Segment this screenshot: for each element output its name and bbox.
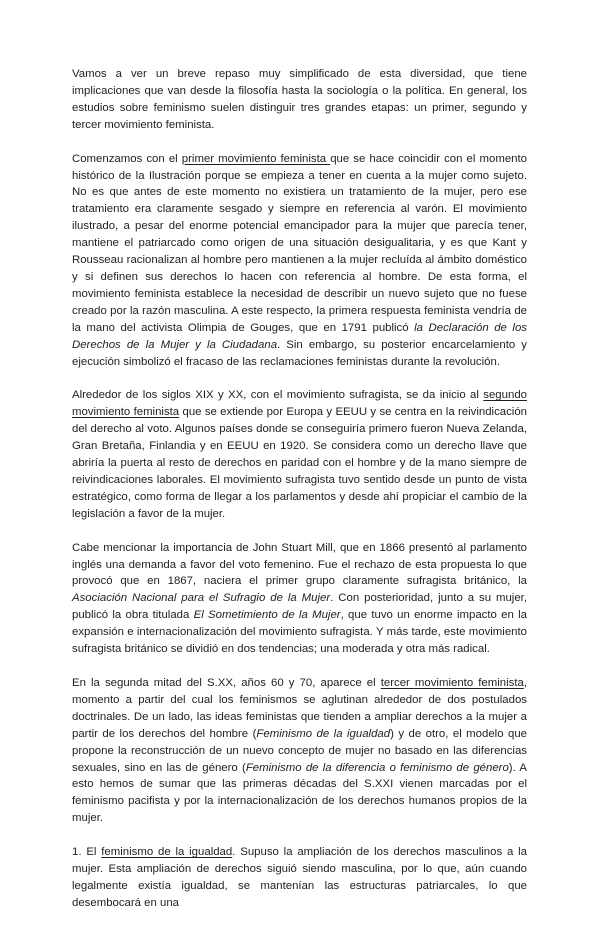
text-span: Cabe mencionar la importancia de John Stuart Mill, que en 1866 presentó al parlamento inglés una demanda a favor del voto femenino. Fue el rechazo de esta propuesta lo que provocó que en 1867, naciera el primer grupo claramente sufragista británico, la	[72, 541, 527, 588]
italic-association-name: Asociación Nacional para el Sufragio de la Mujer	[72, 592, 331, 605]
italic-difference-feminism: Feminismo de la diferencia o feminismo de género	[245, 761, 509, 774]
italic-equality-feminism: Feminismo de la igualdad	[256, 727, 391, 740]
paragraph-stuart-mill	[72, 540, 527, 658]
link-first-movement[interactable]: primer movimiento feminista	[181, 152, 331, 165]
text-span: que se extiende por Europa y EEUU y se centra en la reivindicación del derecho al voto. Algunos países donde se conseguiría primero fueron Nueva Zelanda, Gran Bretaña, Finlandia y en EEUU en 1920. Se considera como un derecho llave que abriría la puerta al resto de derechos en paridad con el hombre y de la mano siempre de reivindicaciones laborales. El movimiento sufragista tuvo sentido desde un punto de vista estratégico, como forma de llegar a los parlamentos y desde ahí propiciar el cambio de la legislación a favor de la mujer.	[72, 406, 527, 520]
text-span: ). A esto hemos de sumar que las primeras décadas del S.XXI vienen marcadas por el feminismo pacifista y por la internacionalización de los derechos humanos propios de la mujer.	[72, 761, 528, 825]
text-span: Comenzamos con el	[72, 152, 182, 165]
paragraph-equality-feminism	[72, 844, 527, 912]
text-span: . Con posterioridad, junto a su mujer, publicó la obra titulada	[72, 592, 527, 622]
paragraph-third-movement	[72, 675, 527, 827]
italic-title-declaration: la Declaración de los Derechos de la Mujer y la Ciudadana	[72, 321, 527, 351]
paragraph-first-movement	[72, 151, 527, 371]
text-span: . Supuso la ampliación de los derechos masculinos a la mujer. Esta ampliación de derechos siguió siendo masculina, por lo que, aún cuando legalmente existía igualdad, se mantenían las estructuras patriarcales, lo que desembocará en una	[72, 846, 527, 909]
text-span: , momento a partir del cual los feminismos se aglutinan alrededor de dos postulados doctrinales. De un lado, las ideas feministas que tienden a ampliar derechos a la mujer a partir de los derechos del hombre (	[72, 677, 527, 740]
paragraph-intro: Vamos a ver un breve repaso muy simplificado de esta diversidad, que tiene implicaciones que van desde la filosofía hasta la sociología o la política. En general, los estudios sobre feminismo suelen distinguir tres grandes etapas: un primer, segundo y tercer movimiento feminista.	[72, 68, 527, 131]
link-second-movement[interactable]: segundo movimiento feminista	[72, 389, 527, 419]
italic-book-title: El Sometimiento de la Mujer	[193, 609, 341, 622]
document-page	[72, 66, 527, 929]
text-span: que se hace coincidir con el momento histórico de la Ilustración porque se empieza a tener en cuenta a la mujer como sujeto. No es que antes de este momento no existiera un tratamiento de la mujer, pero ese tratamiento era claramente sesgado y siempre en referencia al varón. El movimiento ilustrado, a pesar del enorme potencial emancipador para la mujer que parecía tener, mantiene el patriarcado como origen de una situación desigualitaria, y es que Kant y Rousseau racionalizan al hombre pero mantienen a la mujer recluída al ámbito doméstico y si definen sus derechos lo hacen con referencia al hombre. De esta forma, el movimiento feminista establece la necesidad de describir un nuevo sujeto que no fuese creado por la razón masculina. A este respecto, la primera respuesta feminista vendría de la mano del activista Olimpia de Gouges, que en 1791 publicó	[72, 152, 527, 334]
list-number: 1. El	[72, 846, 102, 859]
text-span: ) y de otro, el modelo que propone la reconstrucción de un nuevo concepto de mujer no basado en las diferencias sexuales, sino en las de género (	[72, 727, 527, 774]
text-span: En la segunda mitad del S.XX, años 60 y 70, aparece el	[72, 677, 381, 689]
paragraph-second-movement	[72, 387, 527, 522]
text-span: . Sin embargo, su posterior encarcelamiento y ejecución simbolizó el fracaso de las reclamaciones feministas durante la revolución.	[72, 338, 527, 368]
link-third-movement[interactable]: tercer movimiento feminista	[380, 677, 524, 689]
link-equality-feminism[interactable]: feminismo de la igualdad	[101, 846, 233, 859]
text-span: , que tuvo un enorme impacto en la expansión e internacionalización del movimiento sufragista. Y más tarde, este movimiento sufragista británico se dividió en dos tendencias; una moderada y otra más radical.	[72, 609, 527, 656]
text-span: Alrededor de los siglos XIX y XX, con el movimiento sufragista, se da inicio al	[72, 389, 484, 402]
